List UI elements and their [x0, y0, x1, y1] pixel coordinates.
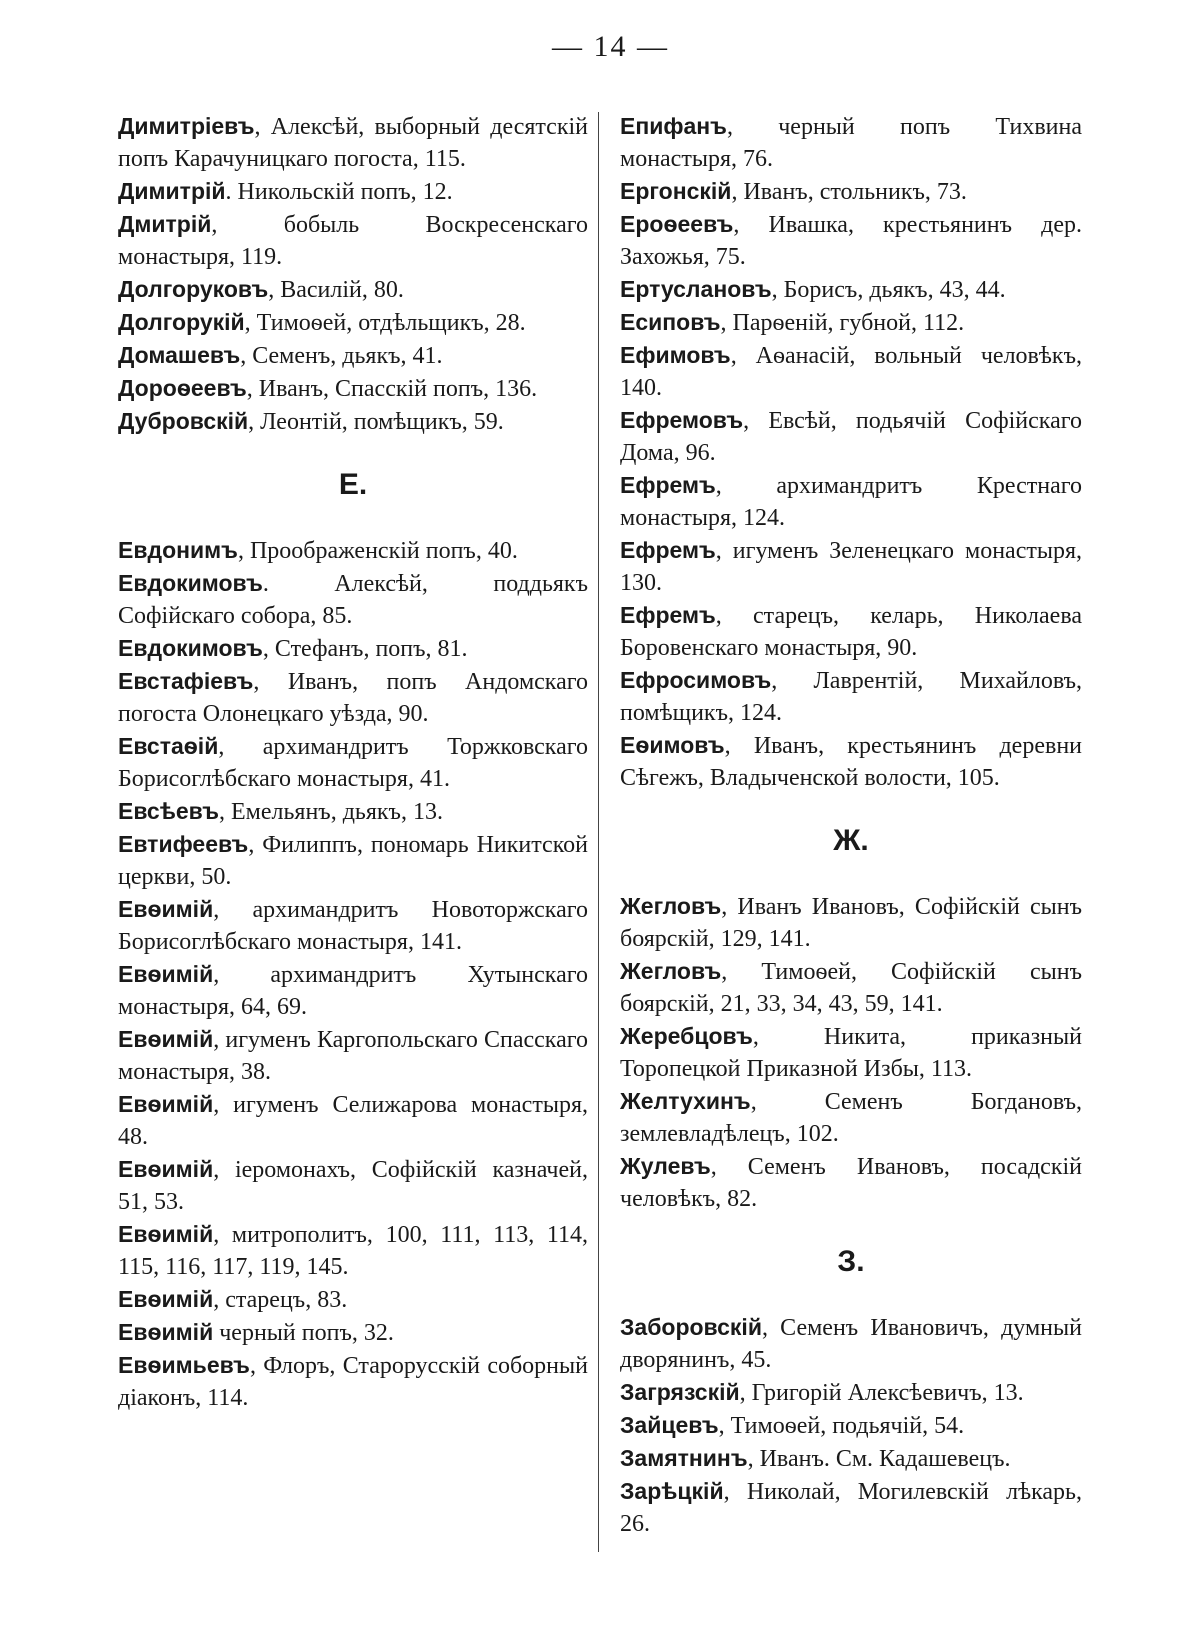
index-entry	[118, 1283, 588, 1316]
index-entry	[620, 729, 1082, 794]
entry-headword: Долгоруковъ	[118, 276, 269, 302]
page-number: — 14 —	[552, 30, 669, 63]
entry-text: , Иванъ, стольникъ, 73.	[731, 179, 967, 205]
entry-text: , Флоръ, Старорусскій соборный діаконъ, 114.	[118, 1353, 588, 1411]
entry-text: , Семенъ Богдановъ, землевладѣлецъ, 102.	[620, 1089, 1082, 1147]
entry-text: , Николай, Могилевскій лѣкарь, 26.	[620, 1479, 1082, 1537]
index-entry	[118, 175, 588, 208]
entry-text: . Никольскій попъ, 12.	[225, 179, 453, 205]
index-entry	[620, 1409, 1082, 1442]
entry-headword: Дороѳеевъ	[118, 375, 247, 401]
entry-text: , архимандритъ Новоторжскаго Борисоглѣбскаго монастыря, 141.	[118, 897, 588, 955]
index-entry	[620, 1150, 1082, 1215]
entry-headword: Дмитрій	[118, 211, 212, 237]
index-entry	[620, 1085, 1082, 1150]
entry-text: , Борисъ, дьякъ, 43, 44.	[771, 277, 1006, 303]
entry-text: , Проображенскій попъ, 40.	[237, 538, 518, 564]
entry-text: , Парѳеній, губной, 112.	[720, 310, 965, 336]
index-entry	[620, 1311, 1082, 1376]
index-entry	[620, 1020, 1082, 1085]
entry-headword: Евѳимій	[118, 1091, 214, 1117]
index-entry	[620, 955, 1082, 1020]
index-entry	[620, 1376, 1082, 1409]
entry-text: , Емельянъ, дьякъ, 13.	[218, 799, 443, 825]
entry-text: , Иванъ, попъ Андомскаго погоста Олонецкаго уѣзда, 90.	[118, 669, 588, 727]
entry-text: , Аѳанасій, вольный человѣкъ, 140.	[620, 343, 1082, 401]
entry-headword: Евдонимъ	[118, 537, 238, 563]
index-entry	[118, 273, 588, 306]
entry-headword: Заборовскій	[620, 1314, 762, 1340]
entry-headword: Долгорукій	[118, 309, 245, 335]
index-entry	[118, 893, 588, 958]
entry-headword: Жулевъ	[620, 1153, 711, 1179]
entry-text: , старецъ, келарь, Николаева Боровенскаго монастыря, 90.	[620, 603, 1082, 661]
index-entry	[118, 1153, 588, 1218]
entry-headword: Евѳимій	[118, 1026, 214, 1052]
index-entry	[118, 1218, 588, 1283]
index-entry	[118, 1088, 588, 1153]
entry-headword: Жеребцовъ	[620, 1023, 753, 1049]
entry-headword: Евдокимовъ	[118, 635, 263, 661]
entry-headword: Ергонскій	[620, 178, 732, 204]
entry-headword: Еѳимовъ	[620, 732, 725, 758]
entry-text: , Алексѣй, выборный десятскій попъ Карачуницкаго погоста, 115.	[118, 114, 588, 172]
entry-headword: Желтухинъ	[620, 1088, 751, 1114]
entry-text: , Лаврентій, Михайловъ, помѣщикъ, 124.	[620, 668, 1082, 726]
column-divider	[598, 112, 599, 1552]
entry-text: , іеромонахъ, Софійскій казначей, 51, 53.	[118, 1157, 588, 1215]
entry-text: , игуменъ Каргопольскаго Спасскаго монастыря, 38.	[118, 1027, 588, 1085]
entry-text: , митрополитъ, 100, 111, 113, 114, 115, 116, 117, 119, 145.	[118, 1222, 588, 1280]
entry-text: , Стефанъ, попъ, 81.	[262, 636, 468, 662]
entry-text: , Григорій Алексѣевичъ, 13.	[739, 1380, 1024, 1406]
entry-headword: Епифанъ	[620, 113, 727, 139]
entry-headword: Евстаѳій	[118, 733, 219, 759]
entry-text: , Иванъ Ивановъ, Софійскій сынъ боярскій, 129, 141.	[620, 894, 1082, 952]
index-entry	[118, 567, 588, 632]
index-entry	[118, 1316, 588, 1349]
entry-headword: Домашевъ	[118, 342, 241, 368]
index-entry	[118, 372, 588, 405]
entry-text: , черный попъ Тихвина монастыря, 76.	[620, 114, 1082, 172]
entry-headword: Ероѳеевъ	[620, 211, 734, 237]
entry-text: . Алексѣй, поддьякъ Софійскаго собора, 85.	[118, 571, 588, 629]
index-entry	[620, 110, 1082, 175]
entry-text: , Семенъ, дьякъ, 41.	[240, 343, 443, 369]
index-entry	[118, 632, 588, 665]
entry-text: , Ивашка, крестьянинъ дер. Захожья, 75.	[620, 212, 1082, 270]
index-entry	[620, 306, 1082, 339]
entry-headword: Евѳимій	[118, 961, 214, 987]
entry-headword: Жегловъ	[620, 958, 722, 984]
entry-headword: Евтифеевъ	[118, 831, 249, 857]
index-entry	[620, 599, 1082, 664]
entry-text: , Никита, приказный Торопецкой Приказной Избы, 113.	[620, 1024, 1082, 1082]
entry-headword: Ефремовъ	[620, 407, 744, 433]
entry-headword: Ефремъ	[620, 602, 716, 628]
entry-headword: Евдокимовъ	[118, 570, 263, 596]
entry-headword: Евѳимій	[118, 1286, 214, 1312]
entry-headword: Дубровскій	[118, 408, 249, 434]
entry-text: , Леонтій, помѣщикъ, 59.	[248, 409, 504, 435]
index-entry	[118, 306, 588, 339]
entry-headword: Ефросимовъ	[620, 667, 772, 693]
entry-headword: Евѳимій	[118, 1319, 214, 1345]
index-entry	[118, 405, 588, 438]
index-entry	[118, 1023, 588, 1088]
left-column	[118, 110, 588, 1414]
index-entry	[620, 339, 1082, 404]
index-entry	[118, 208, 588, 273]
index-entry	[118, 1349, 588, 1414]
index-entry	[118, 730, 588, 795]
entry-headword: Евѳимій	[118, 1221, 214, 1247]
entry-headword: Евѳимьевъ	[118, 1352, 250, 1378]
entry-headword: Ефремъ	[620, 472, 716, 498]
entry-headword: Зайцевъ	[620, 1412, 719, 1438]
entry-text: , Тимоѳей, отдѣльщикъ, 28.	[244, 310, 526, 336]
index-entry	[620, 208, 1082, 273]
section-letter: Ж.	[833, 824, 869, 857]
section-letter: З.	[837, 1245, 865, 1278]
index-entry	[620, 404, 1082, 469]
entry-headword: Есиповъ	[620, 309, 721, 335]
index-entry	[118, 958, 588, 1023]
entry-headword: Замятнинъ	[620, 1445, 748, 1471]
entry-headword: Загрязскій	[620, 1379, 740, 1405]
index-entry	[620, 534, 1082, 599]
entry-text: , Иванъ. См. Кадашевецъ.	[747, 1446, 1011, 1472]
entry-headword: Ертуслановъ	[620, 276, 772, 302]
entry-text: , Семенъ Ивановъ, посадскій человѣкъ, 82.	[620, 1154, 1082, 1212]
section-letter: Е.	[338, 468, 368, 501]
index-entry	[118, 339, 588, 372]
entry-text: , игуменъ Зеленецкаго монастыря, 130.	[620, 538, 1082, 596]
index-entry	[118, 828, 588, 893]
index-entry	[118, 110, 588, 175]
entry-text: , архимандритъ Хутынскаго монастыря, 64, 69.	[118, 962, 588, 1020]
index-entry	[620, 175, 1082, 208]
entry-headword: Димитрій	[118, 178, 226, 204]
entry-headword: Евѳимій	[118, 1156, 214, 1182]
index-entry	[118, 665, 588, 730]
entry-text: , бобыль Воскресенскаго монастыря, 119.	[118, 212, 588, 270]
entry-text: , Иванъ, Спасскій попъ, 136.	[246, 376, 538, 402]
entry-text: , Евсѣй, подьячій Софійскаго Дома, 96.	[620, 408, 1082, 466]
index-entry	[620, 469, 1082, 534]
entry-text: , Василій, 80.	[268, 277, 404, 303]
entry-text: , Филиппъ, пономарь Никитской церкви, 50.	[118, 832, 588, 890]
entry-headword: Зарѣцкій	[620, 1478, 724, 1504]
entry-text: , Иванъ, крестьянинъ деревни Сѣгежъ, Владыченской волости, 105.	[620, 733, 1082, 791]
entry-headword: Жегловъ	[620, 893, 722, 919]
entry-text: черный попъ, 32.	[213, 1320, 394, 1346]
entry-headword: Ефремъ	[620, 537, 716, 563]
entry-headword: Евстафіевъ	[118, 668, 254, 694]
entry-text: , архимандритъ Крестнаго монастыря, 124.	[620, 473, 1082, 531]
index-entry	[118, 534, 588, 567]
index-entry	[620, 273, 1082, 306]
entry-headword: Евѳимій	[118, 896, 214, 922]
right-column	[620, 110, 1082, 1540]
index-entry	[620, 664, 1082, 729]
entry-headword: Димитріевъ	[118, 113, 255, 139]
entry-headword: Ефимовъ	[620, 342, 731, 368]
entry-text: , игуменъ Селижарова монастыря, 48.	[118, 1092, 588, 1150]
index-entry	[620, 1442, 1082, 1475]
index-entry	[118, 795, 588, 828]
index-entry	[620, 890, 1082, 955]
entry-headword: Евсѣевъ	[118, 798, 219, 824]
entry-text: , архимандритъ Торжковскаго Борисоглѣбскаго монастыря, 41.	[118, 734, 588, 792]
entry-text: , Тимоѳей, подьячій, 54.	[718, 1413, 965, 1439]
entry-text: , Тимоѳей, Софійскій сынъ боярскій, 21, 33, 34, 43, 59, 141.	[620, 959, 1082, 1017]
index-entry	[620, 1475, 1082, 1540]
entry-text: , старецъ, 83.	[213, 1287, 348, 1313]
entry-text: , Семенъ Ивановичъ, думный дворянинъ, 45.	[620, 1315, 1082, 1373]
